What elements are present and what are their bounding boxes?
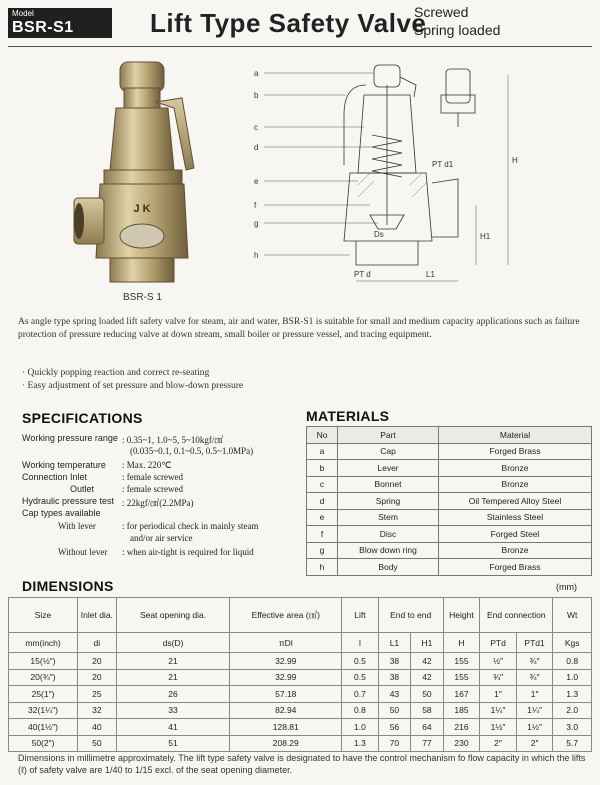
feature-item: · Quickly popping reaction and correct re-seating	[22, 368, 210, 378]
dimension-cell: 33	[116, 702, 230, 719]
dimensions-heading: DIMENSIONS	[22, 578, 114, 594]
material-part: Cap	[338, 443, 439, 460]
material-name: Forged Brass	[439, 443, 592, 460]
col-material: Material	[439, 427, 592, 444]
material-no: d	[307, 493, 338, 510]
inlet-value: : female screwed	[122, 472, 183, 482]
dimension-cell: 50	[78, 735, 117, 752]
dimension-cell: 50(2″)	[9, 735, 78, 752]
dim-h: H	[512, 156, 518, 165]
dimension-cell: 58	[411, 702, 444, 719]
subheader-cell: ds(D)	[116, 633, 230, 653]
dimension-cell: 155	[443, 653, 480, 670]
col-no: No	[307, 427, 338, 444]
label-a: a	[254, 69, 259, 78]
material-name: Forged Steel	[439, 526, 592, 543]
materials-row	[307, 476, 592, 493]
dimension-cell: 1.0	[342, 719, 379, 736]
dimension-cell: 1″	[516, 686, 553, 703]
material-part: Stem	[338, 509, 439, 526]
dimension-cell: 32(1¼″)	[9, 702, 78, 719]
material-part: Bonnet	[338, 476, 439, 493]
dimension-cell: 64	[411, 719, 444, 736]
dimension-cell: 2.0	[553, 702, 592, 719]
label-e: e	[254, 177, 259, 186]
dimension-cell: 1½″	[480, 719, 517, 736]
materials-row	[307, 509, 592, 526]
dim-l1: L1	[426, 270, 435, 279]
dimension-cell: ¾″	[516, 669, 553, 686]
dimension-cell: 32.99	[230, 653, 342, 670]
dimension-cell: 1″	[480, 686, 517, 703]
material-no: f	[307, 526, 338, 543]
without-lever-label: Without lever	[58, 547, 108, 557]
dimension-cell: 43	[378, 686, 411, 703]
material-no: c	[307, 476, 338, 493]
dimensions-unit: (mm)	[556, 582, 577, 592]
header-weight: Wt	[553, 598, 592, 633]
dim-h1: H1	[480, 232, 491, 241]
label-h: h	[254, 251, 259, 260]
material-name: Bronze	[439, 542, 592, 559]
cross-section-drawing	[246, 55, 586, 295]
header-effective-area: Effective area (㎠)	[230, 598, 342, 633]
working-pressure-value: : 0.35~1, 1.0~5, 5~10kgf/㎠	[122, 435, 224, 445]
header-end-connection: End connection	[480, 598, 553, 633]
dimension-cell: 167	[443, 686, 480, 703]
with-lever-value: : for periodical check in mainly steam	[122, 521, 259, 531]
dimension-cell: 50	[378, 702, 411, 719]
dimension-cell: 42	[411, 669, 444, 686]
working-pressure-mpa: (0.035~0.1, 0.1~0.5, 0.5~1.0MPa)	[130, 446, 254, 456]
dimension-cell: 77	[411, 735, 444, 752]
dim-pt-d: PT d	[354, 270, 371, 279]
dimension-cell: 25	[78, 686, 117, 703]
dimension-cell: 2″	[516, 735, 553, 752]
dimension-cell: ¾″	[480, 669, 517, 686]
dimension-cell: 155	[443, 669, 480, 686]
material-part: Spring	[338, 493, 439, 510]
dimension-cell: 20	[78, 669, 117, 686]
inlet-label: Inlet	[70, 472, 88, 482]
dimension-cell: 128.81	[230, 719, 342, 736]
working-pressure-label: Working pressure range	[22, 433, 118, 443]
dimension-cell: 1¼″	[480, 702, 517, 719]
materials-row	[307, 443, 592, 460]
dimension-cell: 1.3	[342, 735, 379, 752]
materials-row	[307, 493, 592, 510]
subheader-cell: PTd1	[516, 633, 553, 653]
subheader-cell: l	[342, 633, 379, 653]
dimension-cell: 1½″	[516, 719, 553, 736]
dimension-cell: 25(1″)	[9, 686, 78, 703]
col-part: Part	[338, 427, 439, 444]
material-no: e	[307, 509, 338, 526]
header-divider	[8, 46, 592, 47]
dimensions-row	[9, 735, 592, 752]
photo-caption: BSR-S 1	[123, 292, 162, 303]
outlet-value: : female screwed	[122, 484, 183, 494]
dimensions-row	[9, 719, 592, 736]
header-seat: Seat opening dia.	[116, 598, 230, 633]
dimension-cell: 2″	[480, 735, 517, 752]
material-name: Forged Brass	[439, 559, 592, 576]
dimension-cell: 0.7	[342, 686, 379, 703]
dimension-cell: 1.3	[553, 686, 592, 703]
dimension-cell: 20	[78, 653, 117, 670]
material-part: Body	[338, 559, 439, 576]
dimension-cell: 70	[378, 735, 411, 752]
description: As angle type spring loaded lift safety valve for steam, air and water, BSR-S1 is suitable for small and medium capacity applications such as failure protection of pressure reducing valve at down stream, small boiler or pressure vessel, and tracing equipment.	[18, 317, 580, 340]
dimension-cell: 21	[116, 669, 230, 686]
materials-table	[306, 426, 592, 576]
material-name: Bronze	[439, 476, 592, 493]
subheader-cell: H	[443, 633, 480, 653]
material-part: Blow down ring	[338, 542, 439, 559]
material-name: Stainless Steel	[439, 509, 592, 526]
label-f: f	[254, 201, 257, 210]
dimension-cell: 38	[378, 653, 411, 670]
dimension-cell: 51	[116, 735, 230, 752]
label-b: b	[254, 91, 259, 100]
dimensions-row	[9, 686, 592, 703]
outlet-label: Outlet	[70, 484, 95, 494]
dimension-cell: 26	[116, 686, 230, 703]
dimension-cell: 40(1½″)	[9, 719, 78, 736]
dimension-cell: 185	[443, 702, 480, 719]
material-name: Bronze	[439, 460, 592, 477]
dimension-cell: 0.5	[342, 653, 379, 670]
header-end-to-end: End to end	[378, 598, 443, 633]
dimension-cell: 42	[411, 653, 444, 670]
model-label: Model	[12, 9, 34, 18]
header-height: Height	[443, 598, 480, 633]
with-lever-value-cont: and/or air service	[130, 533, 193, 543]
dimension-cell: 82.94	[230, 702, 342, 719]
dimension-cell: 57.18	[230, 686, 342, 703]
dimension-cell: 56	[378, 719, 411, 736]
label-d: d	[254, 143, 259, 152]
valve-photo	[70, 58, 220, 286]
dimension-cell: 41	[116, 719, 230, 736]
with-lever-label: With lever	[58, 521, 96, 531]
materials-row	[307, 526, 592, 543]
subtitle-screwed: Screwed	[414, 4, 469, 20]
material-part: Disc	[338, 526, 439, 543]
header-size: Size	[9, 598, 78, 633]
dimension-cell: 0.8	[342, 702, 379, 719]
subheader-cell: H1	[411, 633, 444, 653]
working-temperature-label: Working temperature	[22, 460, 106, 470]
hydraulic-test-label: Hydraulic pressure test	[22, 496, 115, 506]
specifications-heading: SPECIFICATIONS	[22, 410, 143, 426]
label-g: g	[254, 219, 259, 228]
model-code: BSR-S1	[12, 19, 74, 36]
model-badge	[8, 8, 112, 38]
dim-ds: Ds	[374, 230, 384, 239]
dimensions-row	[9, 653, 592, 670]
subheader-cell: mm(inch)	[9, 633, 78, 653]
material-no: b	[307, 460, 338, 477]
dimension-cell: 38	[378, 669, 411, 686]
subheader-cell: di	[78, 633, 117, 653]
subheader-cell: Kgs	[553, 633, 592, 653]
subheader-cell: πDl	[230, 633, 342, 653]
body-marking: J K	[133, 203, 151, 215]
subtitle-spring-loaded: Spring loaded	[414, 22, 501, 38]
dimension-cell: 216	[443, 719, 480, 736]
material-part: Lever	[338, 460, 439, 477]
header-inlet: Inlet dia.	[78, 598, 117, 633]
feature-item: · Easy adjustment of set pressure and blow-down pressure	[22, 381, 244, 391]
dim-pt-d1: PT d1	[432, 160, 454, 169]
dimension-cell: 1¼″	[516, 702, 553, 719]
working-temperature-value: : Max. 220℃	[122, 460, 172, 470]
dimension-cell: 208.29	[230, 735, 342, 752]
dimension-cell: 1.0	[553, 669, 592, 686]
label-c: c	[254, 123, 258, 132]
dimensions-note: Dimensions in millimetre approximately. The lift type safety valve is designated to have the control mechanism fo flow capacity in which the lifts (ℓ) of safety valve are 1/40 to 1/15 excl. of the seat opening diameter.	[18, 753, 586, 775]
subheader-cell: L1	[378, 633, 411, 653]
dimension-cell: 3.0	[553, 719, 592, 736]
dimension-cell: 32.99	[230, 669, 342, 686]
dimension-cell: 20(¾″)	[9, 669, 78, 686]
material-no: g	[307, 542, 338, 559]
dimensions-table	[8, 597, 592, 752]
materials-row	[307, 559, 592, 576]
dimension-cell: ½″	[480, 653, 517, 670]
material-no: h	[307, 559, 338, 576]
dimension-cell: 15(½″)	[9, 653, 78, 670]
hydraulic-test-value: : 22kgf/㎠(2.2MPa)	[122, 498, 194, 508]
materials-row	[307, 542, 592, 559]
connection-label: Connection	[22, 472, 68, 482]
material-no: a	[307, 443, 338, 460]
material-name: Oil Tempered Alloy Steel	[439, 493, 592, 510]
cap-types-label: Cap types available	[22, 508, 101, 518]
header-lift: Lift	[342, 598, 379, 633]
dimension-cell: 32	[78, 702, 117, 719]
without-lever-value: : when air-tight is required for liquid	[122, 547, 254, 557]
dimension-cell: 21	[116, 653, 230, 670]
materials-row	[307, 460, 592, 477]
dimension-cell: ¾″	[516, 653, 553, 670]
dimension-cell: 40	[78, 719, 117, 736]
dimension-cell: 50	[411, 686, 444, 703]
materials-heading: MATERIALS	[306, 408, 390, 424]
dimension-cell: 0.8	[553, 653, 592, 670]
dimension-cell: 5.7	[553, 735, 592, 752]
subheader-cell: PTd	[480, 633, 517, 653]
page-title: Lift Type Safety Valve	[150, 8, 427, 38]
dimension-cell: 0.5	[342, 669, 379, 686]
dimensions-row	[9, 702, 592, 719]
dimensions-row	[9, 669, 592, 686]
dimension-cell: 230	[443, 735, 480, 752]
